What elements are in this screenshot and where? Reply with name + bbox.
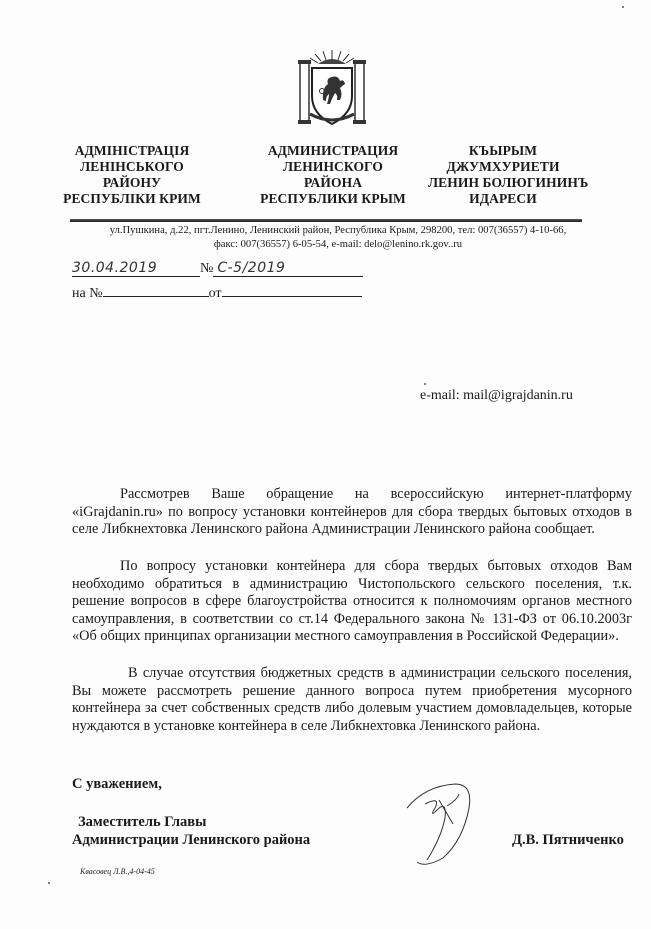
header-russian-line: РЕСПУБЛИКИ КРЫМ	[260, 191, 406, 206]
header-russian-line: АДМИНИСТРАЦИЯ	[267, 143, 399, 158]
registration-line	[72, 260, 363, 277]
body-paragraph-1	[72, 486, 632, 539]
body-paragraph-3	[72, 665, 632, 735]
scan-speck	[48, 882, 50, 884]
crimea-coat-of-arms-icon	[296, 48, 368, 128]
header-crimean-tatar-line: ИДАРЕСИ	[469, 191, 537, 206]
signatory-position-line1: Заместитель Главы	[78, 814, 207, 830]
header-crimean-tatar-line: ДЖУМХУРИЕТИ	[446, 159, 560, 174]
header-ukrainian-line: ЛЕНІНСЬКОГО	[80, 159, 184, 174]
signatory-position-line2: Администрации Ленинского района	[72, 832, 311, 848]
address-line: ул.Пушкина, д.22, пгт.Ленино, Ленинский район, Республика Крым, 298200, тел: 007(36557) 4-10-66,	[109, 225, 567, 236]
address-block	[78, 224, 598, 252]
closing-regards: С уважением,	[72, 776, 162, 792]
header-ukrainian-line: РАЙОНУ	[102, 175, 162, 190]
header-ukrainian-line: АДМІНІСТРАЦІЯ	[74, 143, 190, 158]
registration-date: 30.04.2019	[72, 260, 200, 277]
paragraph-text: В случае отсутствия бюджетных средств в администрации сельского поселения, Вы можете рассмотреть решение данного вопроса путем приобретения мусорного контейнера за счет собственных средств либо долевым участием домовладельцев, которые нуждаются в установке контейнера в селе Либкнехтовка Ленинского района.	[72, 665, 632, 734]
registration-number: С-5/2019	[213, 260, 363, 277]
header-ukrainian	[62, 143, 202, 207]
header-divider	[70, 219, 582, 222]
recipient-email: e-mail: mail@igrajdanin.ru	[420, 388, 573, 403]
from-label: от	[208, 286, 222, 301]
reply-to-field	[103, 282, 209, 297]
header-russian-line: ЛЕНИНСКОГО	[282, 159, 384, 174]
signatory-name: Д.В. Пятниченко	[512, 832, 624, 848]
from-field	[222, 282, 362, 297]
header-russian	[258, 143, 408, 207]
header-russian-line: РАЙОНА	[303, 175, 363, 190]
handwritten-signature-icon	[395, 778, 505, 868]
scan-speck	[622, 6, 624, 8]
header-crimean-tatar	[428, 143, 589, 207]
paragraph-text: Рассмотрев Ваше обращение на всероссийскую интернет-платформу «iGrajdanin.ru» по вопросу установки контейнеров для сбора твердых бытовых отходов в селе Либкнехтовка Ленинского района Администрации Ленинского района сообщает.	[72, 486, 632, 537]
header-ukrainian-line: РЕСПУБЛІКИ КРИМ	[63, 191, 201, 206]
address-line: факс: 007(36557) 6-05-54, e-mail: delo@lenino.rk.gov..ru	[213, 239, 463, 250]
body-paragraph-2	[72, 558, 632, 646]
scan-speck	[424, 383, 426, 385]
header-crimean-tatar-line: ЛЕНИН БОЛЮГИНИНЪ	[428, 175, 589, 190]
paragraph-text: По вопросу установки контейнера для сбора твердых бытовых отходов Вам необходимо обратиться в администрацию Чистопольского сельского поселения, т.к. решение вопросов в сфере благоустройства относится к полномочиям органов местного самоуправления, в соответствии со ст.14 Федерального закона № 131-ФЗ от 06.10.2003г «Об общих принципах организации местного самоуправления в Российской Федерации».	[72, 558, 632, 644]
header-crimean-tatar-line: КЪЫРЫМ	[468, 143, 538, 158]
reply-to-label: на №	[72, 286, 103, 301]
executor-info: Квасовец Л.В.,4-04-45	[80, 867, 155, 876]
number-label: №	[200, 261, 214, 276]
reply-reference-line	[72, 282, 362, 302]
